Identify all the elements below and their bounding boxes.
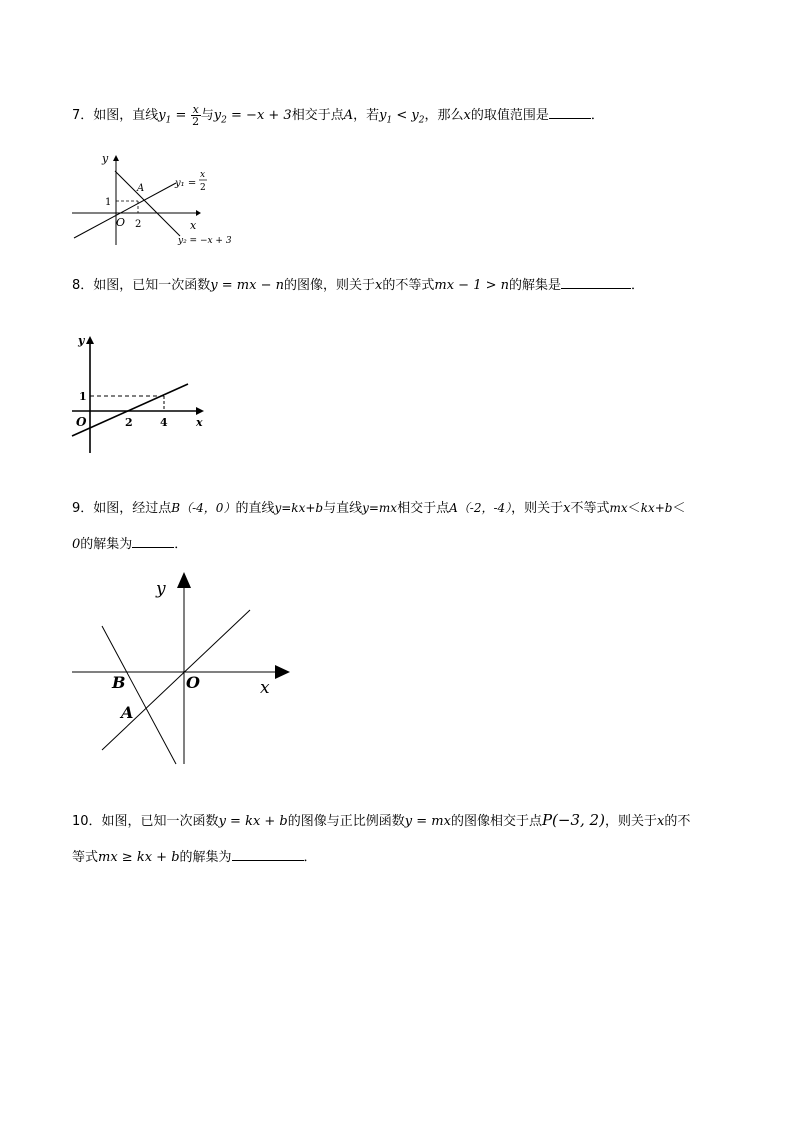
q7-fraction xyxy=(191,104,201,127)
line-y1-frac-den: 2 xyxy=(200,183,206,193)
line-y1-label: y₁ = xyxy=(175,178,197,189)
q9-text: ＜ xyxy=(672,501,686,516)
line-y2-label: y₂ = −x + 3 xyxy=(178,236,232,246)
q9-number: 9． xyxy=(72,501,94,516)
origin-label: O xyxy=(186,673,200,692)
y-axis-label: y xyxy=(156,579,166,599)
q7-text: 的取值范围是 xyxy=(470,108,549,123)
q9-math: y=kx+b xyxy=(274,501,324,515)
y-axis-arrow xyxy=(113,155,119,161)
q7-math: < xyxy=(392,108,412,123)
y-axis-label: y xyxy=(102,152,109,165)
q8-math: mx − 1 > n xyxy=(434,278,509,293)
q10-math: y = kx + b xyxy=(218,814,288,829)
q8-math: x xyxy=(375,278,383,293)
q7-text: ． xyxy=(590,108,604,123)
q8-text: 如图，已知一次函数 xyxy=(93,278,211,293)
point-b-label: B xyxy=(112,673,126,692)
x-axis-label: x xyxy=(196,416,203,429)
answer-blank[interactable] xyxy=(549,106,591,119)
q7-frac-num: x xyxy=(192,103,199,116)
q10-text: 的不 xyxy=(664,814,691,829)
tick-label-4: 4 xyxy=(160,416,168,429)
q9-text: ． xyxy=(174,537,188,552)
q7-text: 相交于点 xyxy=(291,108,344,123)
question-10 xyxy=(72,802,732,876)
tick-label-2: 2 xyxy=(125,416,133,429)
q9-text: 不等式 xyxy=(570,501,610,516)
q7-math: = −x + 3 xyxy=(226,108,292,123)
question-8 xyxy=(72,276,732,296)
q7-math: 2 xyxy=(221,115,227,126)
q7-math: 2 xyxy=(418,115,425,126)
q7-frac-den: 2 xyxy=(192,115,200,128)
q7-math: = xyxy=(171,108,191,123)
q7-math: y xyxy=(213,108,222,123)
q7-figure xyxy=(68,150,248,250)
q9-math: 0 xyxy=(72,537,81,552)
origin-label: O xyxy=(76,415,87,429)
q9-text: ，则关于 xyxy=(511,501,564,516)
q10-text: 如图，已知一次函数 xyxy=(101,814,219,829)
q9-figure xyxy=(68,568,298,768)
q10-text: 的图像与正比例函数 xyxy=(287,814,405,829)
y-axis-arrow xyxy=(177,572,191,588)
q7-math: A xyxy=(343,108,354,123)
point-a-label: A xyxy=(137,183,145,194)
x-axis-label: x xyxy=(190,219,197,232)
q8-text: 的图像，则关于 xyxy=(284,278,376,293)
q7-text: 与 xyxy=(200,108,214,123)
q8-text: 的解集是 xyxy=(509,278,562,293)
q10-text: 等式 xyxy=(72,850,99,865)
x-axis-arrow xyxy=(196,407,204,415)
q9-text: 相交于点 xyxy=(397,501,450,516)
q10-math: P(−3, 2) xyxy=(541,811,605,829)
q9-math: A（-2，-4） xyxy=(449,501,512,515)
q10-math: y = mx xyxy=(404,814,451,829)
q9-text: 的解集为 xyxy=(80,537,133,552)
q8-text: 的不等式 xyxy=(382,278,435,293)
q9-text: 与直线 xyxy=(323,501,363,516)
tick-label-1: 1 xyxy=(105,197,112,208)
q9-text: ＜ xyxy=(627,501,641,516)
q9-text: 如图，经过点 xyxy=(93,501,172,516)
x-axis-label: x xyxy=(260,678,270,698)
x-axis-arrow xyxy=(196,210,201,216)
x-axis-arrow xyxy=(275,665,290,679)
q7-math: x xyxy=(463,108,471,123)
line-y1-frac-num: x xyxy=(200,170,206,180)
q7-text: ，那么 xyxy=(424,108,464,123)
question-9 xyxy=(72,490,732,563)
answer-blank[interactable] xyxy=(232,848,304,861)
q10-text: ． xyxy=(303,850,317,865)
line-y-kx-b xyxy=(102,626,176,764)
q7-text: ，若 xyxy=(353,108,380,123)
answer-blank[interactable] xyxy=(132,535,174,548)
q8-figure xyxy=(68,328,218,458)
q9-math: y=mx xyxy=(362,501,398,515)
y-axis-label: y xyxy=(78,334,85,347)
q7-math: y xyxy=(379,108,387,123)
q7-math: y xyxy=(158,108,166,123)
q9-math: B（-4，0） xyxy=(171,501,236,515)
q7-math: y xyxy=(411,108,419,123)
q10-math: mx ≥ kx + b xyxy=(98,850,180,865)
q8-math: y = mx − n xyxy=(210,278,284,293)
q10-math: x xyxy=(656,814,665,829)
q10-text: 的图像相交于点 xyxy=(450,814,542,829)
q7-text: 如图，直线 xyxy=(93,108,159,123)
q10-number: 10． xyxy=(72,814,102,829)
q9-math: mx xyxy=(609,501,628,515)
q9-math: x xyxy=(563,501,571,516)
q7-math: 1 xyxy=(165,115,172,126)
q10-text: 的解集为 xyxy=(179,850,232,865)
question-7 xyxy=(72,104,732,131)
q8-number: 8． xyxy=(72,278,94,293)
tick-label-1: 1 xyxy=(79,390,87,403)
q7-math: 1 xyxy=(386,115,393,126)
y-axis-arrow xyxy=(86,336,94,344)
origin-label: O xyxy=(116,216,126,229)
q7-number: 7． xyxy=(72,108,94,123)
q9-math: kx+b xyxy=(640,501,673,515)
point-a-label: A xyxy=(121,703,134,722)
line-y1 xyxy=(74,183,176,238)
q10-text: ，则关于 xyxy=(604,814,657,829)
q9-text: 的直线 xyxy=(235,501,275,516)
tick-label-2: 2 xyxy=(135,219,142,230)
answer-blank[interactable] xyxy=(561,276,631,289)
q8-text: ． xyxy=(631,278,645,293)
